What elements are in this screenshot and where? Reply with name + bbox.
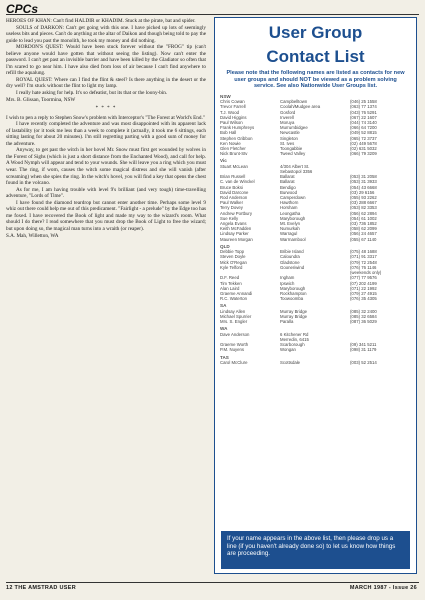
panel-note: Please note that the following names are listed as contacts for new user groups and should NOT be viewed as a problem solving service. See also Nationwide User Groups list. [226, 70, 405, 90]
contact-row [220, 360, 411, 365]
contact-town: Burwood [280, 189, 297, 195]
contact-town: Rockhampton [280, 290, 307, 296]
contact-name: Bruce Boksi [220, 184, 243, 190]
letter-paragraph: I really hate asking for help. It's so defeatist, but its that or the loony-bin. [16, 90, 168, 97]
contact-name: Angela Evans [220, 221, 247, 227]
contact-name: T.J. Wood [220, 109, 240, 115]
contact-town: Murray Bridge [280, 308, 307, 314]
contact-phone: (weekends only) [350, 270, 382, 276]
contact-town: Numurkah [280, 226, 300, 232]
letter-signature: Mrs. B. Glissan, Toormina, NSW [6, 96, 76, 103]
contact-town: 4/304 Albert St. [280, 163, 310, 169]
panel-title-line2: Contact List [266, 47, 365, 66]
contact-name: David Darcone [220, 189, 249, 195]
contact-regions [215, 94, 416, 365]
contact-town: Ballarat [280, 179, 295, 185]
letter-separator: * * * * [95, 106, 117, 112]
contact-town: Campbelltown [280, 99, 308, 105]
contact-town: Horsham [280, 205, 298, 211]
contact-phone: (075) 48 1688 [350, 249, 377, 255]
contact-town: Warrnambool [280, 236, 306, 242]
region-block [220, 158, 411, 241]
contact-phone: (003) 52 2514 [350, 359, 377, 365]
contact-name: David Higgins [220, 114, 247, 120]
letter-paragraph: Anyway, to get past the witch in her hovel Mr. Snow must first get wounded by wolves in the Forest of Sighs (which is just a short distance from the Enchanted Wood), and call for help. A Wood Nymph will appear and tend to your wounds. She will leave you a ring which you must wear. The ring, if worn, causes the witch some magical distress and she will vanish (after screaming) when she spies the ring. In the witch's hovel, you will find a key that opens the chest found in the volcano. [6, 147, 206, 187]
letter-paragraph: I wish to pen a reply to Stephen Snow's problem with Interceptor's "The Forest at World's End." [6, 114, 205, 121]
contact-phone: (063) 77 1374 [350, 104, 377, 110]
contact-town: Paralla [280, 319, 294, 325]
letters-column [6, 18, 206, 576]
contact-name: Alan Laird [220, 285, 240, 291]
contact-name: Tim Tekken [220, 280, 242, 286]
contact-phone: (071) 22 1992 [350, 285, 377, 291]
contact-phone: (085) 32 6584 [350, 313, 377, 319]
contact-town: Tweed Valley [280, 151, 306, 157]
contact-phone: (087) 36 5029 [350, 319, 377, 325]
contact-phone: (054) 43 6668 [350, 184, 377, 190]
contact-phone: (054) 61 1002 [350, 215, 377, 221]
contact-phone: (056) 62 2894 [350, 210, 377, 216]
region-block [220, 303, 411, 324]
contact-name: Steven Doyle [220, 254, 246, 260]
contact-town: Toowoomba [280, 296, 304, 302]
contact-town: Leongatha [280, 210, 301, 216]
page-footer-left: 12 THE AMSTRAD USER [6, 585, 76, 591]
contact-name: Nick Brunt-Stv [220, 151, 248, 157]
contact-phone: (056) 24 4657 [350, 231, 377, 237]
contact-town: Scottsdale [280, 359, 301, 365]
contact-phone: (065) 72 3737 [350, 135, 377, 141]
contact-phone: (058) 62 2099 [350, 226, 377, 232]
letter-signature: S.A. Mah, Willetton, WA [6, 232, 59, 239]
contact-town: Murrumbidgee [280, 125, 308, 131]
contact-name: C. van de Winckel [220, 179, 255, 185]
contact-row [220, 347, 411, 352]
letter-paragraph: As for me, I am having trouble with level 9's brilliant (and very tough) time-travelling adventure, "Lords of Time". [6, 186, 206, 200]
top-rule [6, 14, 419, 15]
contact-town: Maryborough [280, 285, 306, 291]
contact-name: Carol McClure [220, 359, 248, 365]
contact-phone: (085) 32 2400 [350, 308, 377, 314]
section-header: CPCs [6, 2, 39, 16]
letter-paragraph: ROYAL QUEST: Where can I find the flint & steel? Is there anything in the desert or the dry well? I'm stuck without the flint to light my lamp. [6, 76, 206, 90]
region-label: WA [220, 326, 228, 332]
region-label: TAS [220, 354, 229, 360]
contact-name: Graeme Worth [220, 342, 249, 348]
contact-name: Brian Russell [220, 174, 246, 180]
contact-row [220, 237, 411, 242]
contact-name: P.M. Nuyens [220, 347, 245, 353]
letter-paragraph: MORDON'S QUEST: Would have been stuck forever without the "FROG" tip (can't believe anyone would have gotten that without seeing the listing). Now can't enter the password. I can't get past an invisible barrier and have been killed by the Gladiator so often that I'm scared to go near him. I have also died from loss of air because I can't find anywhere to refill the aqualung. [6, 44, 206, 77]
contact-name: Rod Anderson [220, 195, 248, 201]
contact-phone: (053) 31 2058 [350, 174, 377, 180]
panel-title-line1: User Group [268, 23, 363, 42]
contact-phone: (02) 631 5032 [350, 146, 377, 152]
contact-town: Ingham [280, 275, 295, 281]
contact-phone: (066) 79 3209 [350, 151, 377, 157]
letter-paragraph: SOULS of DARKON: Can't get going with this one. I have picked up lots of seemingly useless bits and pieces. Can't do anything at the altar of Daikon and though being told to pay the guide to lead you past the monolith, he took my money and did nothing. [6, 24, 206, 44]
contact-name: Ken Nowie [220, 140, 241, 146]
contact-town: Gosford [280, 109, 296, 115]
contact-name: Chris Cowan [220, 99, 245, 105]
contact-name: Kyle Telford [220, 264, 243, 270]
contact-name: R.C. Waterton [220, 296, 248, 302]
contact-name: Trevor Farrell [220, 104, 246, 110]
contact-town: Bribie Island [280, 249, 304, 255]
region-label: NSW [220, 93, 231, 99]
contact-phone: (09) 341 5211 [350, 342, 377, 348]
contact-town: Wongan [280, 347, 296, 353]
contact-phone: (067) 22 1607 [350, 114, 377, 120]
contact-name: Stephen Gribbon [220, 135, 253, 141]
contact-name: Keith McFadden [220, 226, 252, 232]
contact-town: Sebastopol 3356 [280, 169, 313, 175]
contact-phone: (055) 93 2262 [350, 195, 377, 201]
contact-name: Frank Humphreys [220, 125, 255, 131]
contact-town: Maryborough [280, 215, 306, 221]
contact-town: Murray Bridge [280, 313, 307, 319]
region-block [220, 326, 411, 352]
contact-phone: (079) 27 4915 [350, 290, 377, 296]
region-block [220, 355, 411, 366]
region-label: QLD [220, 243, 230, 249]
letter-paragraph: HEROES OF KHAN: Can't find HALDIR or KHADIM. Stuck at the pirate, bat and spider. [6, 18, 196, 24]
contact-town: Camperdown [280, 195, 306, 201]
contact-town: Inverell [280, 114, 294, 120]
contact-town: Ipswich [280, 280, 295, 286]
contact-phone: (03) 29 6156 [350, 189, 375, 195]
contact-name: Graeme Annandi [220, 290, 253, 296]
contact-name: Sue Kelly [220, 215, 239, 221]
letter-paragraph: I have recently completed the adventure and was most disappointed with its apparent lack of lastability (or it took me less than a week to complete it (actually, it took me 6 sittings, each sitting lasting for about 20 minutes). I'm still regretting parting with a good sum of money for the adventure. [6, 121, 206, 147]
contact-town: Newcastle [280, 130, 300, 136]
contact-name: Mrs. S. Engler [220, 319, 248, 325]
region-block [220, 94, 411, 157]
contact-phone: (046) 25 1558 [350, 99, 377, 105]
contact-town: Singleton [280, 135, 298, 141]
region-label: Vic [220, 158, 227, 164]
letter-paragraph: I have found the diamond teardrop but cannot enter another time. Perhaps some level 9 whiz out there could help me out of this predicament. "Fairlight - a prelude" by the Edge too has me foxed. I have recovered the Book of light and made my way to the wizard's room. What should I do there? I read somewhere that you must drop the Book of Light to free the wizard; but upon doing so, the magical man turns into a wraith (or reaper). [6, 199, 206, 232]
contact-phone: (053) 31 3933 [350, 179, 377, 185]
contact-name: Paul Wilson [220, 120, 243, 125]
contact-name: Glen Fletcher [220, 146, 246, 152]
contact-town: Hawthorn [280, 200, 299, 206]
contact-phone: (076) 76 1146 [350, 264, 377, 270]
contact-phone: (066) 64 7200 [350, 125, 377, 131]
contact-name: Debbie Topp [220, 249, 245, 255]
contact-phone: (098) 31 1179 [350, 347, 377, 353]
contact-name: Lindsay Parker [220, 231, 249, 237]
contact-name: Mick O'Regan [220, 259, 247, 265]
contact-town: Caloundra [280, 254, 300, 260]
contact-name: Andrew Portbury [220, 210, 253, 216]
contact-row [220, 151, 411, 156]
contact-row [220, 319, 411, 324]
bottom-rule [6, 582, 419, 583]
contact-town: 6 Kitchener Rd [280, 331, 309, 337]
contact-town: Coolah/Mudgee area [280, 104, 321, 110]
contact-town: Merredin, 6415 [280, 336, 309, 342]
contact-phone: (077) 77 9576 [350, 275, 377, 281]
region-block [220, 244, 411, 301]
contact-town: Gooneriwind [280, 264, 305, 270]
contact-name: Paul Walker [220, 200, 244, 206]
contact-phone: (044) 74 3140 [350, 120, 377, 125]
contact-name: Maureen Morgan [220, 236, 253, 242]
contact-town: Mt. Evelyn [280, 221, 301, 227]
contact-town: Bendigo [280, 184, 296, 190]
contact-name: Michael Spurrier [220, 313, 252, 319]
contact-name: Lindsay Allen [220, 308, 246, 314]
contact-town: Scarborough [280, 342, 305, 348]
contact-list-panel [214, 17, 417, 574]
contact-town: Moruya [280, 120, 295, 125]
panel-footer-note: If your name appears in the above list, then please drop us a line (if you haven't already done so) to let us know how things are proceeding. [221, 531, 410, 569]
contact-name: D.F. Reed [220, 275, 240, 281]
contact-name: Dave Anderson [220, 331, 250, 337]
contact-phone: (079) 72 2548 [350, 259, 377, 265]
region-label: SA [220, 303, 227, 309]
contact-phone: (02) 449 5678 [350, 140, 377, 146]
contact-phone: (03) 288 6667 [350, 200, 377, 206]
contact-phone: (03) 736 1852 [350, 221, 377, 227]
contact-row [220, 296, 411, 301]
contact-name: Bob Hall [220, 130, 237, 136]
contact-phone: (071) 91 3317 [350, 254, 377, 260]
contact-name: Stuart McLean [220, 163, 248, 169]
contact-phone: (07) 202 4199 [350, 280, 377, 286]
contact-town: Warragul [280, 231, 298, 237]
contact-town: St. Ives [280, 140, 295, 146]
contact-phone: (043) 76 5291 [350, 109, 377, 115]
contact-town: Gladstone [280, 259, 300, 265]
contact-town: Toongabbie [280, 146, 303, 152]
contact-name: Terry Dovey [220, 205, 243, 211]
contact-phone: (055) 67 1140 [350, 236, 377, 242]
contact-phone: (076) 35 4305 [350, 296, 377, 302]
page-footer-right: MARCH 1987 - Issue 26 [349, 585, 417, 591]
contact-town: Ballarat [280, 174, 295, 180]
contact-phone: (053) 82 3353 [350, 205, 377, 211]
contact-phone: (049) 52 8815 [350, 130, 377, 136]
